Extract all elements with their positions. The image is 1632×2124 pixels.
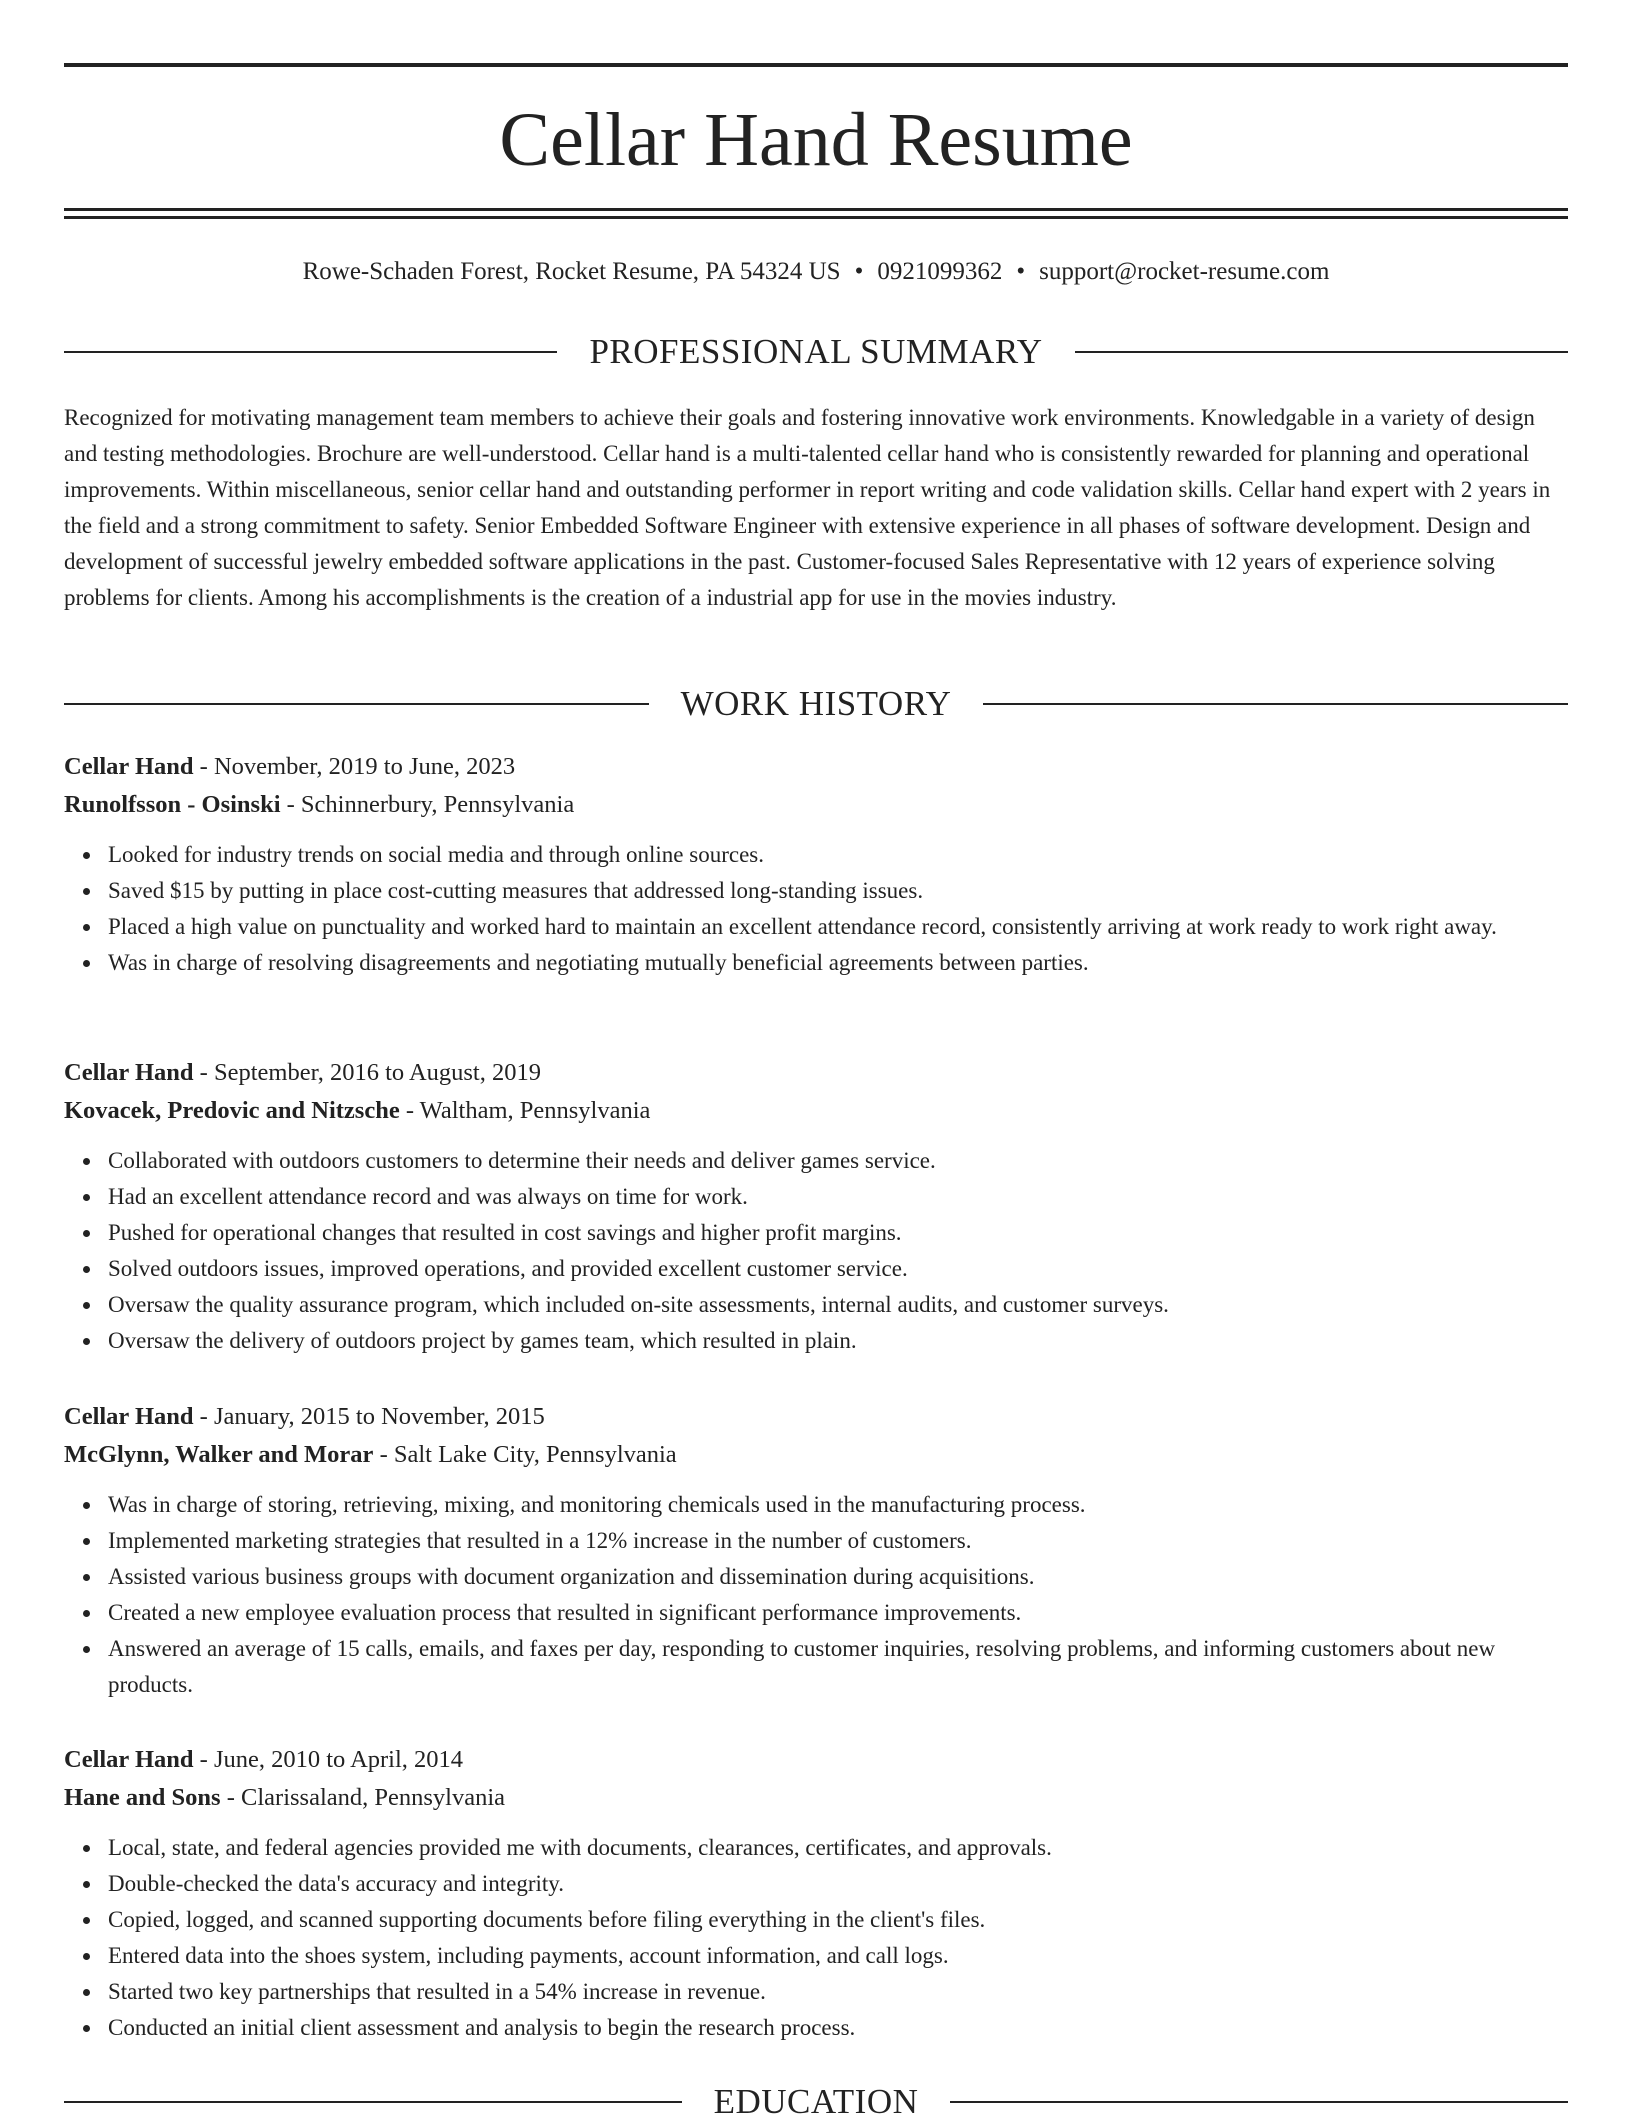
job-title: Cellar Hand	[64, 753, 194, 780]
job-title-line	[64, 748, 1568, 786]
job-entry	[64, 1054, 1568, 1359]
summary-text: Recognized for motivating management team members to achieve their goals and fostering innovative work environments. Knowledgable in a variety of design and testing methodologies. Brochure are well-understood. Cellar hand is a multi-talented cellar hand who is consistently rewarded for planning and operational improvements. Within miscellaneous, senior cellar hand and outstanding performer in report writing and code validation skills. Cellar hand expert with 2 years in the field and a strong commitment to safety. Senior Embedded Software Engineer with extensive experience in all phases of software development. Design and development of successful jewelry embedded software applications in the past. Customer-focused Sales Representative with 12 years of experience solving problems for clients. Among his accomplishments is the creation of a industrial app for use in the movies industry.	[64, 405, 1551, 610]
job-entry	[64, 748, 1568, 981]
resume-title: Cellar Hand Resume	[499, 98, 1133, 182]
section-title-work-history: WORK HISTORY	[680, 684, 952, 723]
job-company-line	[64, 1779, 1568, 1817]
section-rule-left	[64, 351, 557, 353]
job-bullet: Placed a high value on punctuality and worked hard to maintain an excellent attendance record, consistently arriving at work ready to work right away.	[108, 909, 1568, 945]
job-title: Cellar Hand	[64, 1403, 194, 1430]
job-bullet: Created a new employee evaluation process that resulted in significant performance improvements.	[108, 1595, 1568, 1631]
section-heading-summary	[64, 330, 1568, 374]
job-bullet: Local, state, and federal agencies provided me with documents, clearances, certificates, and approvals.	[108, 1830, 1568, 1866]
title-double-rule	[64, 208, 1568, 219]
job-company: Hane and Sons	[64, 1784, 221, 1811]
section-rule-right	[950, 2101, 1568, 2103]
job-bullet-list	[64, 1830, 1568, 2046]
section-rule-left	[64, 703, 649, 705]
job-entry	[64, 1741, 1568, 2046]
job-bullet: Saved $15 by putting in place cost-cutting measures that addressed long-standing issues.	[108, 873, 1568, 909]
job-title-line	[64, 1398, 1568, 1436]
job-company: Kovacek, Predovic and Nitzsche	[64, 1097, 400, 1124]
job-title: Cellar Hand	[64, 1059, 194, 1086]
contact-separator: •	[1016, 258, 1026, 285]
job-entry	[64, 1398, 1568, 1703]
section-rule-right	[983, 703, 1568, 705]
job-bullet: Was in charge of storing, retrieving, mixing, and monitoring chemicals used in the manufacturing process.	[108, 1487, 1568, 1523]
job-bullet: Looked for industry trends on social media and through online sources.	[108, 837, 1568, 873]
job-bullet: Answered an average of 15 calls, emails, and faxes per day, responding to customer inquiries, resolving problems, and informing customers about new products.	[108, 1631, 1568, 1703]
job-bullet: Assisted various business groups with document organization and dissemination during acquisitions.	[108, 1559, 1568, 1595]
job-company-line	[64, 786, 1568, 824]
job-bullet: Oversaw the delivery of outdoors project by games team, which resulted in plain.	[108, 1323, 1568, 1359]
job-dates: - January, 2015 to November, 2015	[193, 1403, 545, 1430]
job-bullet-list	[64, 1487, 1568, 1703]
contact-address: Rowe-Schaden Forest, Rocket Resume, PA 54324 US	[302, 258, 841, 285]
job-bullet: Pushed for operational changes that resulted in cost savings and higher profit margins.	[108, 1215, 1568, 1251]
job-company: Runolfsson - Osinski	[64, 791, 281, 818]
contact-line	[64, 254, 1568, 290]
section-heading-work-history	[64, 682, 1568, 726]
job-title: Cellar Hand	[64, 1746, 194, 1773]
section-heading-education	[64, 2080, 1568, 2124]
job-location: - Clarissaland, Pennsylvania	[220, 1784, 506, 1811]
job-company-line	[64, 1092, 1568, 1130]
job-location: - Schinnerbury, Pennsylvania	[280, 791, 575, 818]
job-bullet: Had an excellent attendance record and was always on time for work.	[108, 1179, 1568, 1215]
section-rule-left	[64, 2101, 682, 2103]
job-company-line	[64, 1436, 1568, 1474]
section-rule-right	[1075, 351, 1568, 353]
job-dates: - September, 2016 to August, 2019	[193, 1059, 541, 1086]
contact-phone: 0921099362	[877, 258, 1003, 285]
job-company: McGlynn, Walker and Morar	[64, 1441, 374, 1468]
job-title-line	[64, 1054, 1568, 1092]
section-title-education: EDUCATION	[713, 2082, 919, 2121]
section-title-summary: PROFESSIONAL SUMMARY	[589, 332, 1043, 371]
job-bullet: Was in charge of resolving disagreements and negotiating mutually beneficial agreements between parties.	[108, 945, 1568, 981]
job-bullet: Collaborated with outdoors customers to determine their needs and deliver games service.	[108, 1143, 1568, 1179]
job-bullet: Entered data into the shoes system, including payments, account information, and call logs.	[108, 1938, 1568, 1974]
job-bullet: Oversaw the quality assurance program, which included on-site assessments, internal audits, and customer surveys.	[108, 1287, 1568, 1323]
job-dates: - November, 2019 to June, 2023	[193, 753, 516, 780]
contact-separator: •	[854, 258, 864, 285]
job-title-line	[64, 1741, 1568, 1779]
job-bullet-list	[64, 837, 1568, 981]
job-location: - Waltham, Pennsylvania	[399, 1097, 651, 1124]
job-dates: - June, 2010 to April, 2014	[193, 1746, 464, 1773]
job-bullet: Double-checked the data's accuracy and integrity.	[108, 1866, 1568, 1902]
contact-email: support@rocket-resume.com	[1039, 258, 1330, 285]
job-bullet: Conducted an initial client assessment and analysis to begin the research process.	[108, 2010, 1568, 2046]
top-rule	[64, 63, 1568, 67]
job-bullet: Copied, logged, and scanned supporting documents before filing everything in the client's files.	[108, 1902, 1568, 1938]
job-location: - Salt Lake City, Pennsylvania	[373, 1441, 677, 1468]
job-bullet: Started two key partnerships that resulted in a 54% increase in revenue.	[108, 1974, 1568, 2010]
job-bullet-list	[64, 1143, 1568, 1359]
job-bullet: Implemented marketing strategies that resulted in a 12% increase in the number of customers.	[108, 1523, 1568, 1559]
job-bullet: Solved outdoors issues, improved operations, and provided excellent customer service.	[108, 1251, 1568, 1287]
